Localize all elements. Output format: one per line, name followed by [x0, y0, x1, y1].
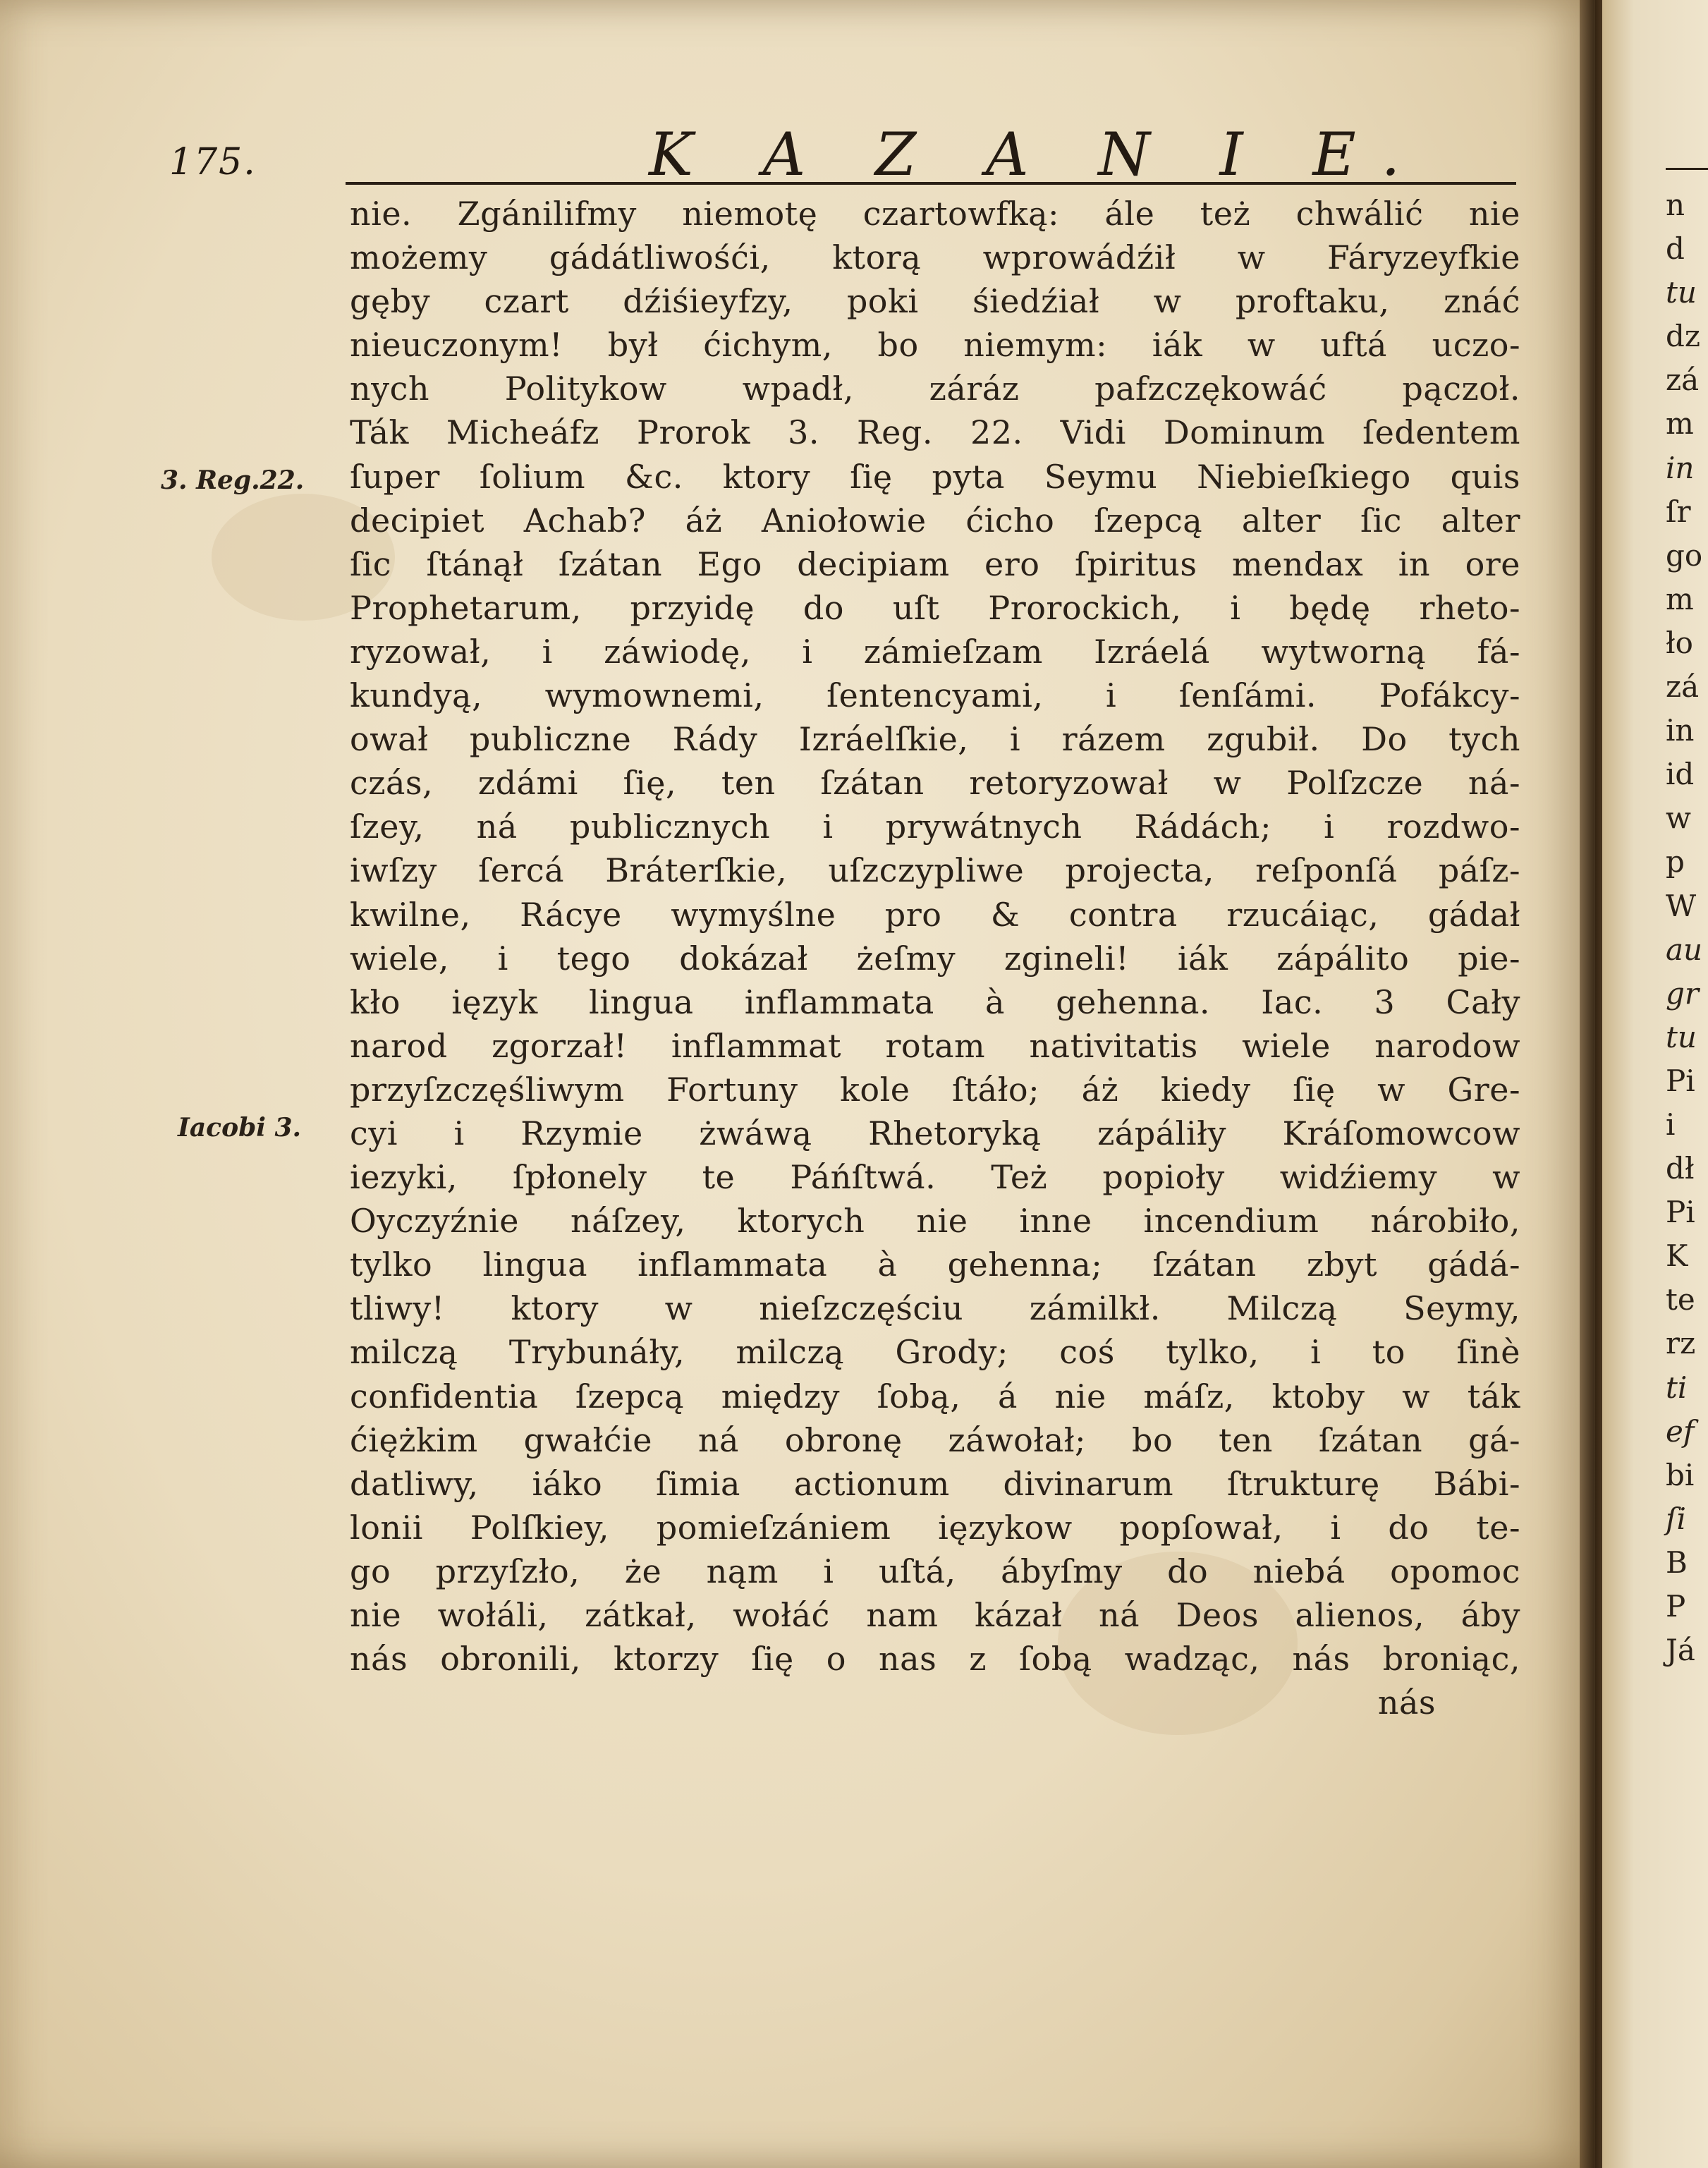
text-line: ſzey, ná publicznych i prywátnych Rádách; i rozdwo- — [350, 808, 1520, 846]
header-rule — [346, 182, 1516, 185]
text-line: ował publiczne Rády Izráelſkie, i rázem zgubił. Do tych — [350, 720, 1520, 759]
text-line: nie. Zgánilifmy niemotę czartowfką: ále też chwálić nie — [350, 195, 1520, 233]
right-fragment: te — [1666, 1282, 1695, 1317]
right-fragment: m — [1666, 406, 1694, 441]
right-fragment: bi — [1666, 1457, 1695, 1492]
margin-note-reg: 3. Reg.22. — [161, 465, 305, 495]
right-fragment: d — [1666, 231, 1685, 267]
text-line: gęby czart dźiśieyfzy, poki śiedźiał w proftaku, znáć — [350, 282, 1520, 321]
right-fragment: i — [1666, 1107, 1676, 1142]
text-line: czás, zdámi ſię, ten ſzátan retoryzował w Polſzcze ná- — [350, 764, 1520, 803]
text-line: przyſzczęśliwym Fortuny kole ſtáło; áż kiedy ſię w Gre- — [350, 1070, 1520, 1109]
text-line: ſuper ſolium &c. ktory ſię pyta Seymu Niebieſkiego quis — [350, 457, 1520, 496]
text-line: go przyſzło, że nąm i uſtá, ábyſmy do niebá opomoc — [350, 1552, 1520, 1590]
right-fragment: m — [1666, 581, 1694, 616]
right-fragment: w — [1666, 800, 1691, 836]
right-fragment: Pi — [1666, 1195, 1695, 1230]
right-fragment: in — [1666, 713, 1695, 748]
right-fragment: rz — [1666, 1326, 1696, 1361]
text-line: milczą Trybunáły, milczą Grody; coś tylko, i to ſinè — [350, 1333, 1520, 1372]
text-line: confidentia ſzepcą między ſobą, á nie máſz, ktoby w ták — [350, 1377, 1520, 1415]
right-fragment: tu — [1666, 275, 1697, 310]
text-line: tylko lingua inflammata à gehenna; ſzátan zbyt gádá- — [350, 1246, 1520, 1284]
right-fragment: ti — [1666, 1370, 1688, 1405]
text-line: kło ięzyk lingua inflammata à gehenna. Iac. 3 Cały — [350, 982, 1520, 1021]
text-line: iwſzy ſercá Bráterſkie, uſzczypliwe projecta, reſponſá páſz- — [350, 851, 1520, 890]
text-line: tliwy! ktory w nieſzczęściu zámilkł. Milczą Seymy, — [350, 1289, 1520, 1328]
right-fragment: Pi — [1666, 1063, 1695, 1098]
right-fragment: ło — [1666, 625, 1693, 660]
right-fragment: in — [1666, 450, 1695, 485]
catchword: nás — [1377, 1683, 1436, 1722]
text-line: Ták Micheáfz Prorok 3. Reg. 22. Vidi Dominum ſedentem — [350, 413, 1520, 452]
right-fragment: zá — [1666, 669, 1700, 705]
text-line: możemy gádátliwośći, ktorą wprowádźił w Fáryzeyfkie — [350, 238, 1520, 277]
right-fragment: dł — [1666, 1151, 1695, 1186]
text-line: wiele, i tego dokázał żeſmy zgineli! iák zápálito pie- — [350, 939, 1520, 978]
text-line: nás obronili, ktorzy ſię o nas z ſobą wadząc, nás broniąc, — [350, 1640, 1520, 1679]
text-line: Prophetarum, przyidę do uſt Prorockich, i będę rheto- — [350, 588, 1520, 627]
right-fragment: ſi — [1666, 1501, 1686, 1536]
running-title: K A Z A N I E. — [649, 120, 1426, 189]
right-fragment: au — [1666, 932, 1703, 967]
right-fragment: go — [1666, 537, 1703, 573]
right-page-edge — [1602, 0, 1708, 2168]
text-line: decipiet Achab? áż Aniołowie ćicho ſzepcą alter ſic alter — [350, 501, 1520, 540]
right-fragment: id — [1666, 757, 1695, 792]
right-fragment: K — [1666, 1238, 1688, 1274]
page-header — [169, 120, 1509, 190]
right-fragment: zá — [1666, 363, 1700, 398]
right-fragment: ſr — [1666, 494, 1691, 529]
right-page-text — [1602, 183, 1708, 1672]
right-fragment: Já — [1666, 1633, 1695, 1668]
right-fragment: tu — [1666, 1019, 1697, 1054]
text-line: nieuczonym! był ćichym, bo niemym: iák w uftá uczo- — [350, 326, 1520, 365]
right-fragment: W — [1666, 888, 1697, 923]
right-fragment: dz — [1666, 319, 1701, 354]
margin-note-iacobi: Iacobi 3. — [178, 1113, 302, 1143]
page-number: 175. — [169, 141, 257, 183]
text-line: kundyą, wymownemi, ſentencyami, i ſenſámi. Pofákcy- — [350, 676, 1520, 715]
right-fragment: gr — [1666, 975, 1699, 1011]
right-fragment: ef — [1666, 1413, 1695, 1449]
text-line: lonii Polſkiey, pomieſzániem ięzykow popſował, i do te- — [350, 1508, 1520, 1547]
text-line: ćiężkim gwałćie ná obronę záwołał; bo ten ſzátan gá- — [350, 1420, 1520, 1459]
right-fragment: P — [1666, 1589, 1686, 1624]
right-fragment: B — [1666, 1545, 1688, 1580]
text-line: ryzował, i záwiodę, i zámieſzam Izráelá wytworną fá- — [350, 632, 1520, 671]
text-line: nych Politykow wpadł, záráz pafzczękowáć pączoł. — [350, 370, 1520, 408]
text-line: ſic ſtánął ſzátan Ego decipiam ero ſpiritus mendax in ore — [350, 544, 1520, 583]
text-line: nie wołáli, zátkał, wołáć nam kázał ná Deos alienos, áby — [350, 1596, 1520, 1634]
text-line: narod zgorzał! inflammat rotam nativitatis wiele narodow — [350, 1026, 1520, 1065]
text-line: cyi i Rzymie żwáwą Rhetoryką zápáliły Kráſomowcow — [350, 1114, 1520, 1152]
right-fragment: n — [1666, 188, 1685, 222]
text-line: iezyki, ſpłonely te Páńſtwá. Też popioły widźiemy w — [350, 1158, 1520, 1197]
text-line: kwilne, Rácye wymyślne pro & contra rzucáiąc, gádał — [350, 895, 1520, 934]
text-line: datliwy, iáko ſimia actionum divinarum ſtrukturę Bábi- — [350, 1464, 1520, 1503]
right-header-rule — [1666, 168, 1708, 170]
right-fragment: p — [1666, 844, 1685, 879]
text-line: Oyczyźnie náſzey, ktorych nie inne incendium nárobiło, — [350, 1202, 1520, 1241]
body-text — [350, 192, 1520, 1724]
